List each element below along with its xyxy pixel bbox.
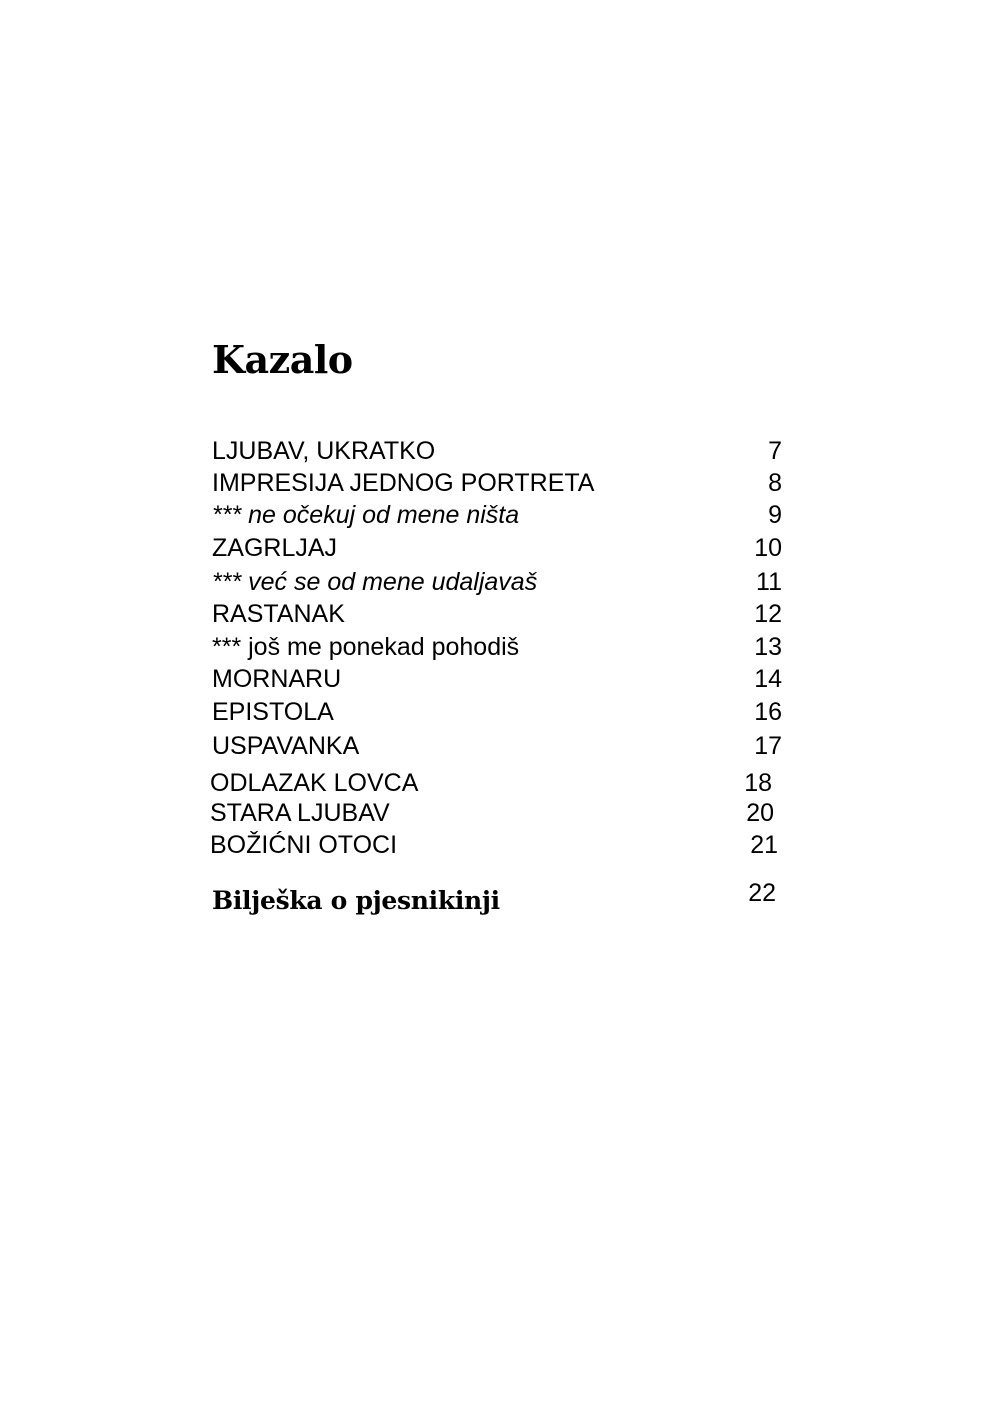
toc-entry-uspavanka: [212, 731, 782, 761]
entry-title: RASTANAK: [212, 600, 345, 628]
entry-title: ZAGRLJAJ: [212, 534, 338, 562]
toc-entry-rastanak: [212, 599, 782, 629]
toc-entry-ljubav-ukratko: [212, 436, 782, 466]
entry-page-number: 18: [744, 769, 772, 797]
toc-entry-ne-ocekuj-od-mene-nista: [212, 500, 782, 530]
entry-page-number: 11: [756, 568, 782, 596]
entry-title: BOŽIĆNI OTOCI: [210, 831, 398, 859]
entry-title: IMPRESIJA JEDNOG PORTRETA: [212, 469, 595, 497]
entry-title: *** već se od mene udaljavaš: [212, 568, 538, 596]
entry-page-number: 14: [754, 665, 782, 693]
entry-page-number: 17: [754, 732, 782, 760]
toc-entry-stara-ljubav: [210, 798, 780, 828]
entry-page-number: 9: [768, 501, 782, 529]
toc-entry-impresija-jednog-portreta: [212, 468, 782, 498]
toc-entry-zagrljaj: [212, 533, 782, 563]
entry-title: *** ne očekuj od mene ništa: [212, 501, 520, 529]
toc-entry-bozicni-otoci: [210, 830, 780, 860]
entry-page-number: 7: [768, 437, 782, 465]
entry-page-number: 20: [746, 799, 774, 827]
toc-entry-vec-se-od-mene-udaljavas: [212, 567, 782, 597]
entry-title: STARA LJUBAV: [210, 799, 390, 827]
entry-title: EPISTOLA: [212, 698, 334, 726]
entry-page-number: 13: [754, 633, 782, 661]
entry-page-number: 10: [754, 534, 782, 562]
entry-page-number: 16: [754, 698, 782, 726]
entry-title: MORNARU: [212, 665, 342, 693]
entry-page-number: 12: [754, 600, 782, 628]
page-title: Kazalo: [212, 337, 353, 382]
entry-title: LJUBAV, UKRATKO: [212, 437, 436, 465]
entry-title: *** još me ponekad pohodiš: [212, 633, 520, 661]
toc-entry-epistola: [212, 697, 782, 727]
entry-title: Bilješka o pjesnikinji: [212, 886, 500, 915]
toc-entry-biljeska-o-pjesnikinji: [212, 879, 782, 922]
entry-page-number: 21: [750, 831, 778, 859]
toc-entry-jos-me-ponekad-pohodis: [212, 632, 782, 662]
entry-title: ODLAZAK LOVCA: [210, 769, 419, 797]
entry-page-number: 22: [748, 879, 776, 907]
entry-page-number: 8: [768, 469, 782, 497]
entry-title: USPAVANKA: [212, 732, 360, 760]
toc-entry-odlazak-lovca: [210, 768, 780, 798]
toc-entry-mornaru: [212, 664, 782, 694]
